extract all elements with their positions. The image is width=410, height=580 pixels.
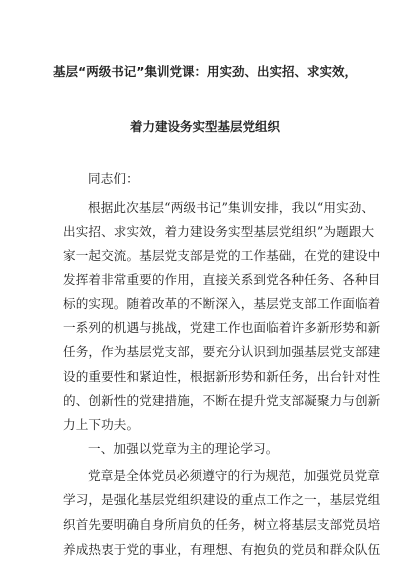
salutation: 同志们： — [88, 171, 139, 186]
body-line: 织首先要明确自身所肩负的任务，树立将基层支部党员培 — [63, 517, 381, 532]
document-title-line-1: 基层“两级书记”集训党课：用实劲、出实招、求实效， — [53, 64, 357, 79]
body-line: 党章是全体党员必须遵守的行为规范，加强党员党章 — [88, 468, 380, 483]
body-line: 家一起交流。基层党支部是党的工作基础，在党的建设中 — [63, 248, 381, 263]
body-line: 力上下功夫。 — [63, 417, 140, 432]
document-title-line-2: 着力建设务实型基层党组织 — [129, 119, 280, 134]
body-line: 发挥着非常重要的作用，直接关系到党各种任务、各种目 — [63, 272, 381, 287]
body-line: 学习，是强化基层党组织建设的重点工作之一，基层党组 — [63, 492, 381, 507]
body-line: 根据此次基层“两级书记”集训安排，我以“用实劲、 — [88, 200, 375, 215]
body-line: 养成热衷于党的事业，有理想、有抱负的党员和群众队伍 — [63, 542, 381, 557]
body-line: 一系列的机遇与挑战，党建工作也面临着许多新形势和新 — [63, 320, 381, 335]
body-line: 的、创新性的党建措施，不断在提升党支部凝聚力与创新 — [63, 393, 381, 408]
body-line: 任务，作为基层党支部，要充分认识到加强基层党支部建 — [63, 344, 381, 359]
section-heading: 一、加强以党章为主的理论学习。 — [88, 441, 279, 456]
body-line: 标的实现。随着改革的不断深入，基层党支部工作面临着 — [63, 296, 381, 311]
body-line: 设的重要性和紧迫性，根据新形势和新任务，出台针对性 — [63, 369, 381, 384]
body-line: 出实招、求实效，着力建设务实型基层党组织”为题跟大 — [63, 224, 375, 239]
